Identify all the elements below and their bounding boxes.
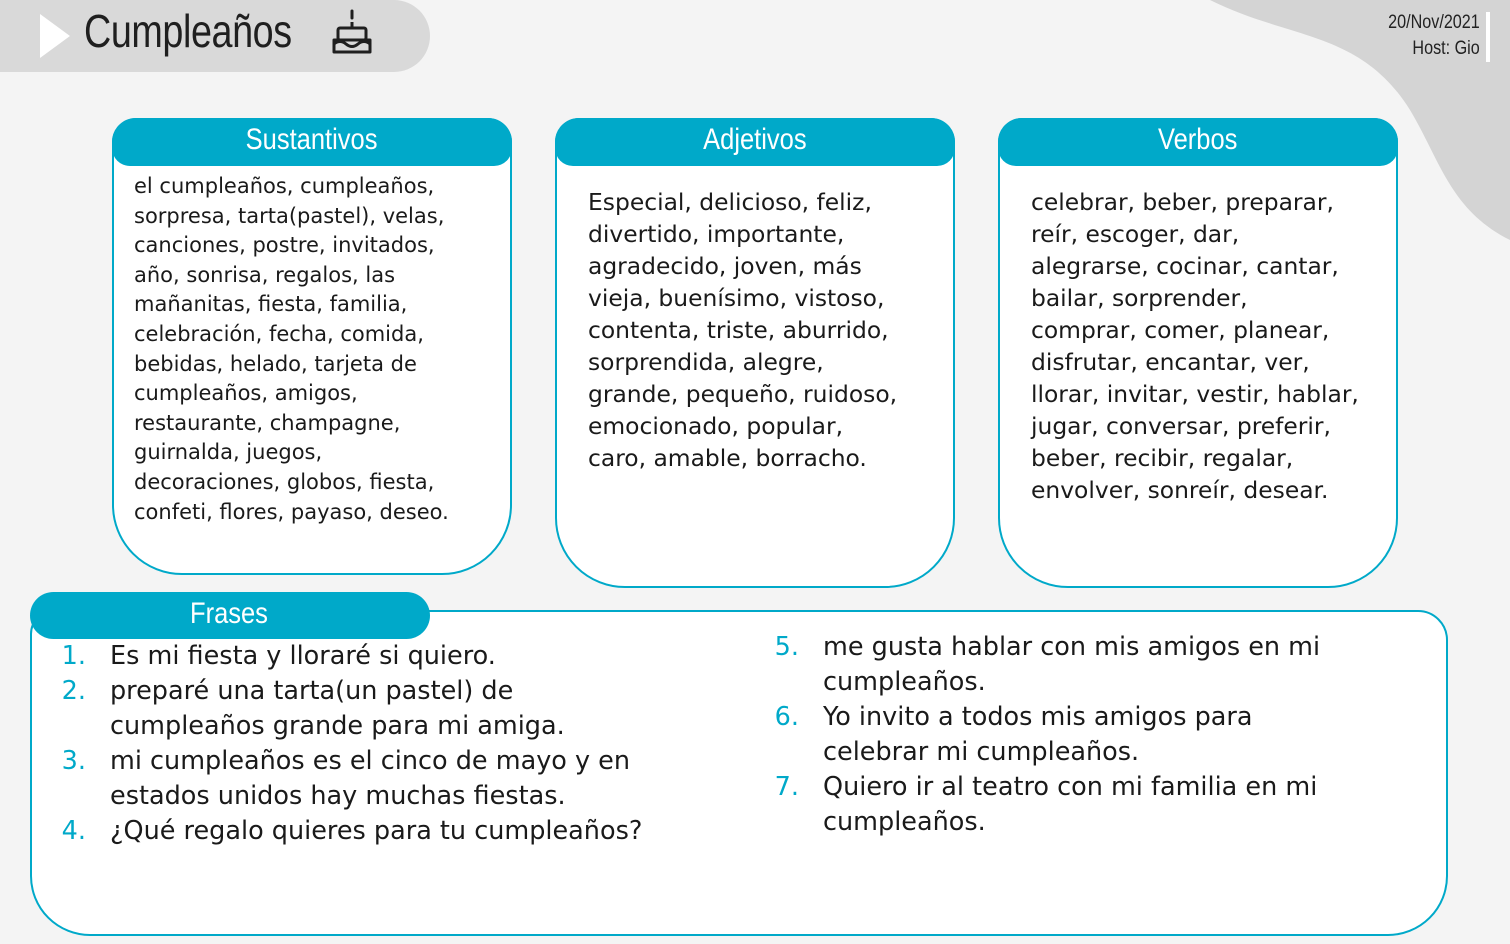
birthday-cake-icon (330, 6, 374, 56)
word-line: Especial, delicioso, feliz, (588, 188, 872, 216)
word-line: decoraciones, globos, fiesta, (134, 469, 435, 494)
phrase-number: 5. (774, 632, 799, 662)
phrase-line: cumpleaños. (823, 667, 986, 697)
card-body-sustantivos (134, 172, 504, 527)
word-line: sorpresa, tarta(pastel), velas, (134, 203, 445, 228)
host-label: Host: Gio (1412, 38, 1480, 59)
phrase-item (60, 814, 740, 849)
word-line: celebración, fecha, comida, (134, 321, 424, 346)
word-line: canciones, postre, invitados, (134, 233, 435, 258)
word-line: disfrutar, encantar, ver, (1031, 348, 1310, 376)
phrase-line: cumpleaños. (823, 807, 986, 837)
card-verbos (998, 118, 1398, 588)
phrase-item (60, 639, 740, 674)
phrase-item (773, 630, 1423, 700)
phrase-line: mi cumpleaños es el cinco de mayo y en (110, 746, 631, 776)
phrase-item (60, 674, 740, 744)
card-adjetivos (555, 118, 955, 588)
phrase-number: 4. (61, 816, 86, 846)
word-line: agradecido, joven, más (588, 252, 862, 280)
card-title-adjetivos: Adjetivos (703, 123, 807, 156)
card-header-verbos (998, 118, 1398, 166)
phrase-line: celebrar mi cumpleaños. (823, 737, 1140, 767)
card-title-sustantivos: Sustantivos (246, 123, 378, 156)
word-line: grande, pequeño, ruidoso, (588, 380, 898, 408)
card-sustantivos (112, 118, 512, 575)
card-body-verbos (1031, 186, 1397, 506)
phrase-line: preparé una tarta(un pastel) de (110, 676, 514, 706)
word-line: el cumpleaños, cumpleaños, (134, 174, 435, 198)
phrase-line: estados unidos hay muchas fiestas. (110, 781, 566, 811)
card-header-adjetivos (555, 118, 955, 166)
play-triangle-icon (40, 14, 70, 58)
frases-header (30, 592, 430, 639)
frases-title: Frases (190, 597, 268, 630)
meta-divider (1486, 12, 1490, 62)
phrase-list-left (60, 639, 740, 849)
phrase-line: ¿Qué regalo quieres para tu cumpleaños? (110, 816, 643, 846)
word-line: beber, recibir, regalar, (1031, 444, 1294, 472)
word-line: envolver, sonreír, desear. (1031, 476, 1329, 504)
word-line: alegrarse, cocinar, cantar, (1031, 252, 1339, 280)
word-line: bebidas, helado, tarjeta de (134, 351, 417, 376)
phrase-item (60, 744, 740, 814)
header-meta (1372, 10, 1480, 62)
phrase-list-right (773, 630, 1423, 840)
phrase-number: 1. (61, 641, 86, 671)
phrase-line: Yo invito a todos mis amigos para (823, 702, 1253, 732)
card-title-verbos: Verbos (1158, 123, 1238, 156)
word-line: contenta, triste, aburrido, (588, 316, 889, 344)
word-line: mañanitas, fiesta, familia, (134, 292, 408, 317)
phrase-item (773, 700, 1423, 770)
page-title: Cumpleaños (84, 5, 292, 57)
card-body-adjetivos (588, 186, 952, 474)
word-line: cumpleaños, amigos, (134, 381, 358, 406)
phrase-line: Es mi fiesta y lloraré si quiero. (110, 641, 496, 671)
title-bar (0, 0, 430, 72)
phrase-line: Quiero ir al teatro con mi familia en mi (823, 772, 1318, 802)
word-line: año, sonrisa, regalos, las (134, 262, 396, 287)
word-line: restaurante, champagne, (134, 410, 401, 435)
word-line: divertido, importante, (588, 220, 845, 248)
phrase-number: 3. (61, 746, 86, 776)
word-line: emocionado, popular, (588, 412, 844, 440)
phrase-number: 2. (61, 676, 86, 706)
word-line: guirnalda, juegos, (134, 440, 323, 465)
phrase-line: cumpleaños grande para mi amiga. (110, 711, 565, 741)
word-line: bailar, sorprender, (1031, 284, 1248, 312)
word-line: celebrar, beber, preparar, (1031, 188, 1334, 216)
phrase-number: 6. (774, 702, 799, 732)
word-line: jugar, conversar, preferir, (1031, 412, 1331, 440)
word-line: comprar, comer, planear, (1031, 316, 1330, 344)
card-header-sustantivos (112, 118, 512, 166)
word-line: sorprendida, alegre, (588, 348, 824, 376)
phrase-number: 7. (774, 772, 799, 802)
word-line: llorar, invitar, vestir, hablar, (1031, 380, 1359, 408)
date-label: 20/Nov/2021 (1388, 12, 1480, 33)
word-line: caro, amable, borracho. (588, 444, 867, 472)
word-line: confeti, flores, payaso, deseo. (134, 499, 449, 524)
phrase-item (773, 770, 1423, 840)
phrase-line: me gusta hablar con mis amigos en mi (823, 632, 1321, 662)
word-line: vieja, buenísimo, vistoso, (588, 284, 885, 312)
word-line: reír, escoger, dar, (1031, 220, 1240, 248)
